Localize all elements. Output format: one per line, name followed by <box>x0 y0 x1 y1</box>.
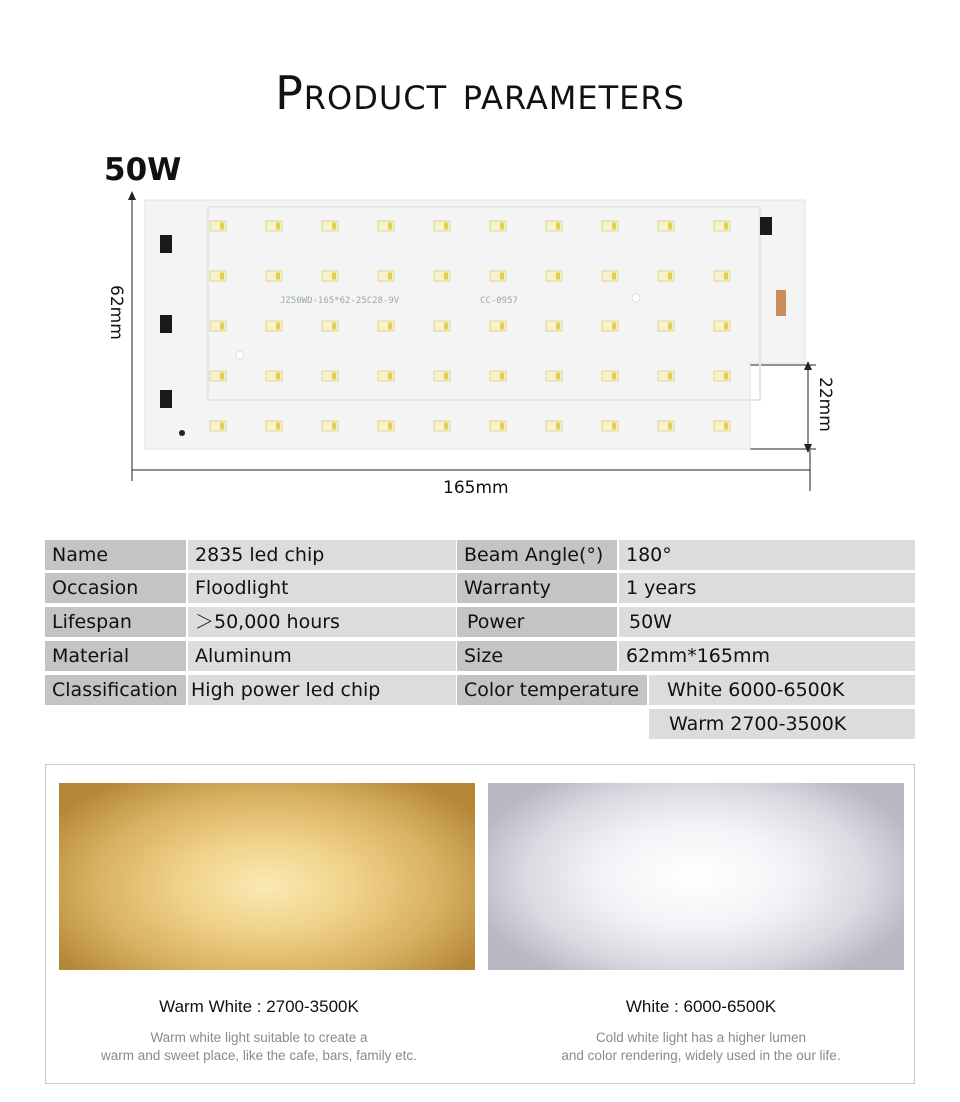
led-pad <box>388 323 392 330</box>
led-pad <box>500 373 504 380</box>
ic-chip <box>160 315 172 333</box>
arrow-up-icon <box>128 191 136 200</box>
cold-light-swatch <box>488 783 904 970</box>
led-pad <box>668 423 672 430</box>
led-pad <box>276 223 280 230</box>
spec-key: Occasion <box>45 573 186 603</box>
spec-value: Floodlight <box>188 573 456 603</box>
led-pad <box>556 223 560 230</box>
led-pad <box>724 273 728 280</box>
spec-value: 1 years <box>619 573 915 603</box>
led-pad <box>388 373 392 380</box>
led-pad <box>556 423 560 430</box>
spec-key: Name <box>45 540 186 570</box>
spec-key: Classification <box>45 675 186 705</box>
spec-key: Color temperature <box>457 675 647 705</box>
led-pad <box>724 373 728 380</box>
led-pad <box>500 423 504 430</box>
height-label: 62mm <box>106 285 126 340</box>
spec-value: White 6000-6500K <box>649 675 915 705</box>
board-drawing <box>100 185 860 505</box>
led-pad <box>220 373 224 380</box>
led-pad <box>612 373 616 380</box>
resistor <box>776 290 786 316</box>
led-pad <box>276 323 280 330</box>
led-pad <box>500 323 504 330</box>
led-pad <box>220 423 224 430</box>
led-pad <box>612 223 616 230</box>
silkscreen-model: JZ50WD-165*62-25C28-9V <box>280 296 400 306</box>
spec-key: Material <box>45 641 186 671</box>
led-pad <box>444 273 448 280</box>
color-comparison <box>45 764 915 1084</box>
led-pad <box>276 423 280 430</box>
spec-value: Aluminum <box>188 641 456 671</box>
led-pad <box>668 323 672 330</box>
led-pad <box>612 323 616 330</box>
spec-value: 62mm*165mm <box>619 641 915 671</box>
width-label: 165mm <box>443 478 509 498</box>
spec-key: Size <box>457 641 617 671</box>
spec-key: Power <box>457 607 617 637</box>
warm-light-swatch <box>59 783 475 970</box>
cold-desc-line: Cold white light has a higher lumen <box>595 1030 807 1045</box>
cold-description <box>491 1029 911 1065</box>
led-pad <box>388 273 392 280</box>
led-pad <box>332 223 336 230</box>
led-pad <box>668 273 672 280</box>
led-pad <box>332 423 336 430</box>
spec-value: 180° <box>619 540 915 570</box>
warm-desc-line: warm and sweet place, like the cafe, bars, family etc. <box>101 1048 417 1063</box>
spec-value: Warm 2700-3500K <box>649 709 915 739</box>
spec-value: 50W <box>619 607 915 637</box>
led-pad <box>612 273 616 280</box>
led-pad <box>668 223 672 230</box>
pcb-board <box>145 200 805 449</box>
cold-caption: White : 6000-6500K <box>625 997 777 1016</box>
led-pad <box>276 373 280 380</box>
led-pad <box>724 323 728 330</box>
led-pad <box>276 273 280 280</box>
warm-caption: Warm White : 2700-3500K <box>159 997 359 1016</box>
led-pad <box>332 323 336 330</box>
led-pad <box>724 423 728 430</box>
warm-desc-line: Warm white light suitable to create a <box>150 1030 368 1045</box>
led-pad <box>612 423 616 430</box>
wattage-label: 50W <box>104 152 182 188</box>
led-pad <box>444 373 448 380</box>
spec-key: Warranty <box>457 573 617 603</box>
led-pad <box>444 423 448 430</box>
led-pad <box>724 223 728 230</box>
led-pad <box>220 273 224 280</box>
spec-value: High power led chip <box>188 675 456 705</box>
silkscreen-code: CC-0957 <box>480 296 518 306</box>
led-pad <box>556 273 560 280</box>
spec-key: Lifespan <box>45 607 186 637</box>
ic-chip <box>160 235 172 253</box>
led-pad <box>556 373 560 380</box>
led-pad <box>332 373 336 380</box>
ic-chip <box>160 390 172 408</box>
board-diagram <box>100 185 860 505</box>
led-pad <box>332 273 336 280</box>
led-pad <box>556 323 560 330</box>
led-pad <box>444 323 448 330</box>
page-title: Product parameters <box>275 66 685 120</box>
led-pad <box>388 223 392 230</box>
led-pad <box>220 223 224 230</box>
led-pad <box>444 223 448 230</box>
led-pad <box>220 323 224 330</box>
led-pad <box>388 423 392 430</box>
led-pad <box>668 373 672 380</box>
cutout-label: 22mm <box>815 377 835 432</box>
spec-value: ＞50,000 hours <box>188 607 456 637</box>
spec-key: Beam Angle(°) <box>457 540 617 570</box>
cold-desc-line: and color rendering, widely used in the our life. <box>561 1048 841 1063</box>
spec-value: 2835 led chip <box>188 540 456 570</box>
ic-chip <box>760 217 772 235</box>
warm-description <box>49 1029 469 1065</box>
led-pad <box>500 273 504 280</box>
led-pad <box>500 223 504 230</box>
